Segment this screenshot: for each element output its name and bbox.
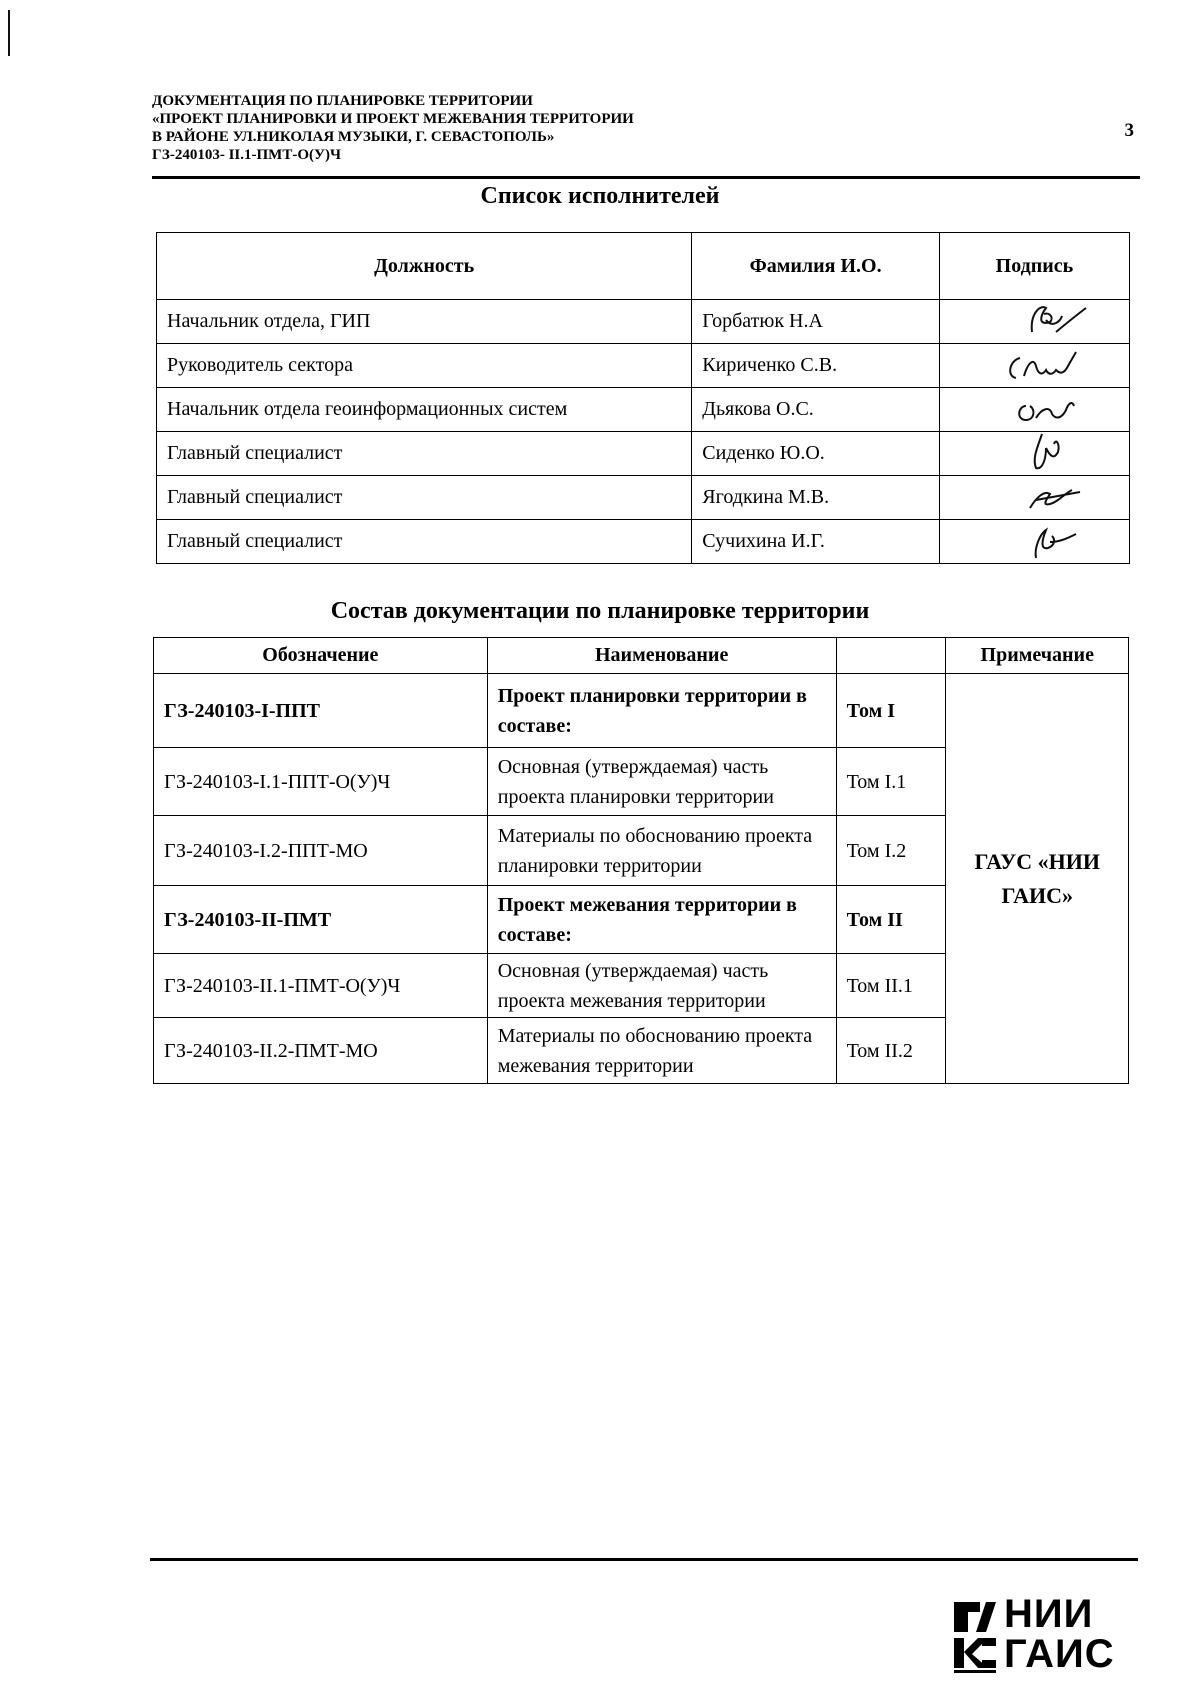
composition-table xyxy=(153,637,1129,1084)
column-header: Примечание xyxy=(946,638,1129,674)
volume-cell: Том II.1 xyxy=(836,954,946,1018)
code-cell: ГЗ-240103-I-ППТ xyxy=(154,674,488,748)
title-cell: Основная (утверждаемая) часть проекта межевания территории xyxy=(487,954,836,1018)
gais-logo-icon xyxy=(952,1600,998,1674)
logo-line: НИИ xyxy=(1004,1592,1094,1636)
table-row xyxy=(154,674,1129,748)
logo-line: ГАИС xyxy=(1004,1632,1115,1676)
column-header: Должность xyxy=(157,233,692,300)
header-line: В РАЙОНЕ УЛ.НИКОЛАЯ МУЗЫКИ, Г. СЕВАСТОПОЛЬ» xyxy=(152,129,555,145)
name-cell: Сиденко Ю.О. xyxy=(692,432,940,476)
title-cell: Основная (утверждаемая) часть проекта планировки территории xyxy=(487,748,836,816)
code-cell: ГЗ-240103-II-ПМТ xyxy=(154,886,488,954)
footer-divider xyxy=(150,1558,1138,1561)
table-header-row xyxy=(154,638,1129,674)
executors-table xyxy=(156,232,1130,564)
code-cell: ГЗ-240103-II.2-ПМТ-МО xyxy=(154,1018,488,1084)
page-number: 3 xyxy=(1124,120,1134,141)
volume-cell: Том II xyxy=(836,886,946,954)
column-header: Наименование xyxy=(487,638,836,674)
position-cell: Руководитель сектора xyxy=(157,344,692,388)
position-cell: Главный специалист xyxy=(157,432,692,476)
name-cell: Ягодкина М.В. xyxy=(692,476,940,520)
title-cell: Проект межевания территории в составе: xyxy=(487,886,836,954)
code-cell: ГЗ-240103-I.2-ППТ-МО xyxy=(154,816,488,886)
organization-logo xyxy=(952,1592,1128,1680)
note-cell: ГАУС «НИИ ГАИС» xyxy=(946,674,1129,1084)
position-cell: Начальник отдела, ГИП xyxy=(157,300,692,344)
executors-title: Список исполнителей xyxy=(480,183,720,209)
name-cell: Кириченко С.В. xyxy=(692,344,940,388)
column-header xyxy=(836,638,946,674)
position-cell: Главный специалист xyxy=(157,520,692,564)
signature-cell xyxy=(939,520,1129,564)
scan-edge-mark xyxy=(8,10,10,56)
position-cell: Начальник отдела геоинформационных систем xyxy=(157,388,692,432)
document-header xyxy=(152,92,1142,164)
composition-title: Состав документации по планировке территории xyxy=(330,598,870,624)
position-cell: Главный специалист xyxy=(157,476,692,520)
header-line: ДОКУМЕНТАЦИЯ ПО ПЛАНИРОВКЕ ТЕРРИТОРИИ xyxy=(152,93,533,109)
signature-image xyxy=(980,512,1100,568)
header-line: «ПРОЕКТ ПЛАНИРОВКИ И ПРОЕКТ МЕЖЕВАНИЯ ТЕРРИТОРИИ xyxy=(152,111,634,127)
header-line: ГЗ-240103- II.1-ПМТ-О(У)Ч xyxy=(152,147,341,163)
name-cell: Горбатюк Н.А xyxy=(692,300,940,344)
table-header-row xyxy=(157,233,1130,300)
code-cell: ГЗ-240103-I.1-ППТ-О(У)Ч xyxy=(154,748,488,816)
column-header: Подпись xyxy=(939,233,1129,300)
title-cell: Материалы по обоснованию проекта планировки территории xyxy=(487,816,836,886)
title-cell: Проект планировки территории в составе: xyxy=(487,674,836,748)
volume-cell: Том I.1 xyxy=(836,748,946,816)
column-header: Обозначение xyxy=(154,638,488,674)
name-cell: Дьякова О.С. xyxy=(692,388,940,432)
name-cell: Сучихина И.Г. xyxy=(692,520,940,564)
code-cell: ГЗ-240103-II.1-ПМТ-О(У)Ч xyxy=(154,954,488,1018)
volume-cell: Том I xyxy=(836,674,946,748)
volume-cell: Том II.2 xyxy=(836,1018,946,1084)
title-cell: Материалы по обоснованию проекта межевания территории xyxy=(487,1018,836,1084)
logo-text xyxy=(1004,1594,1115,1674)
header-divider xyxy=(152,176,1140,179)
volume-cell: Том I.2 xyxy=(836,816,946,886)
table-row xyxy=(157,520,1130,564)
header-title xyxy=(152,92,1142,164)
column-header: Фамилия И.О. xyxy=(692,233,940,300)
